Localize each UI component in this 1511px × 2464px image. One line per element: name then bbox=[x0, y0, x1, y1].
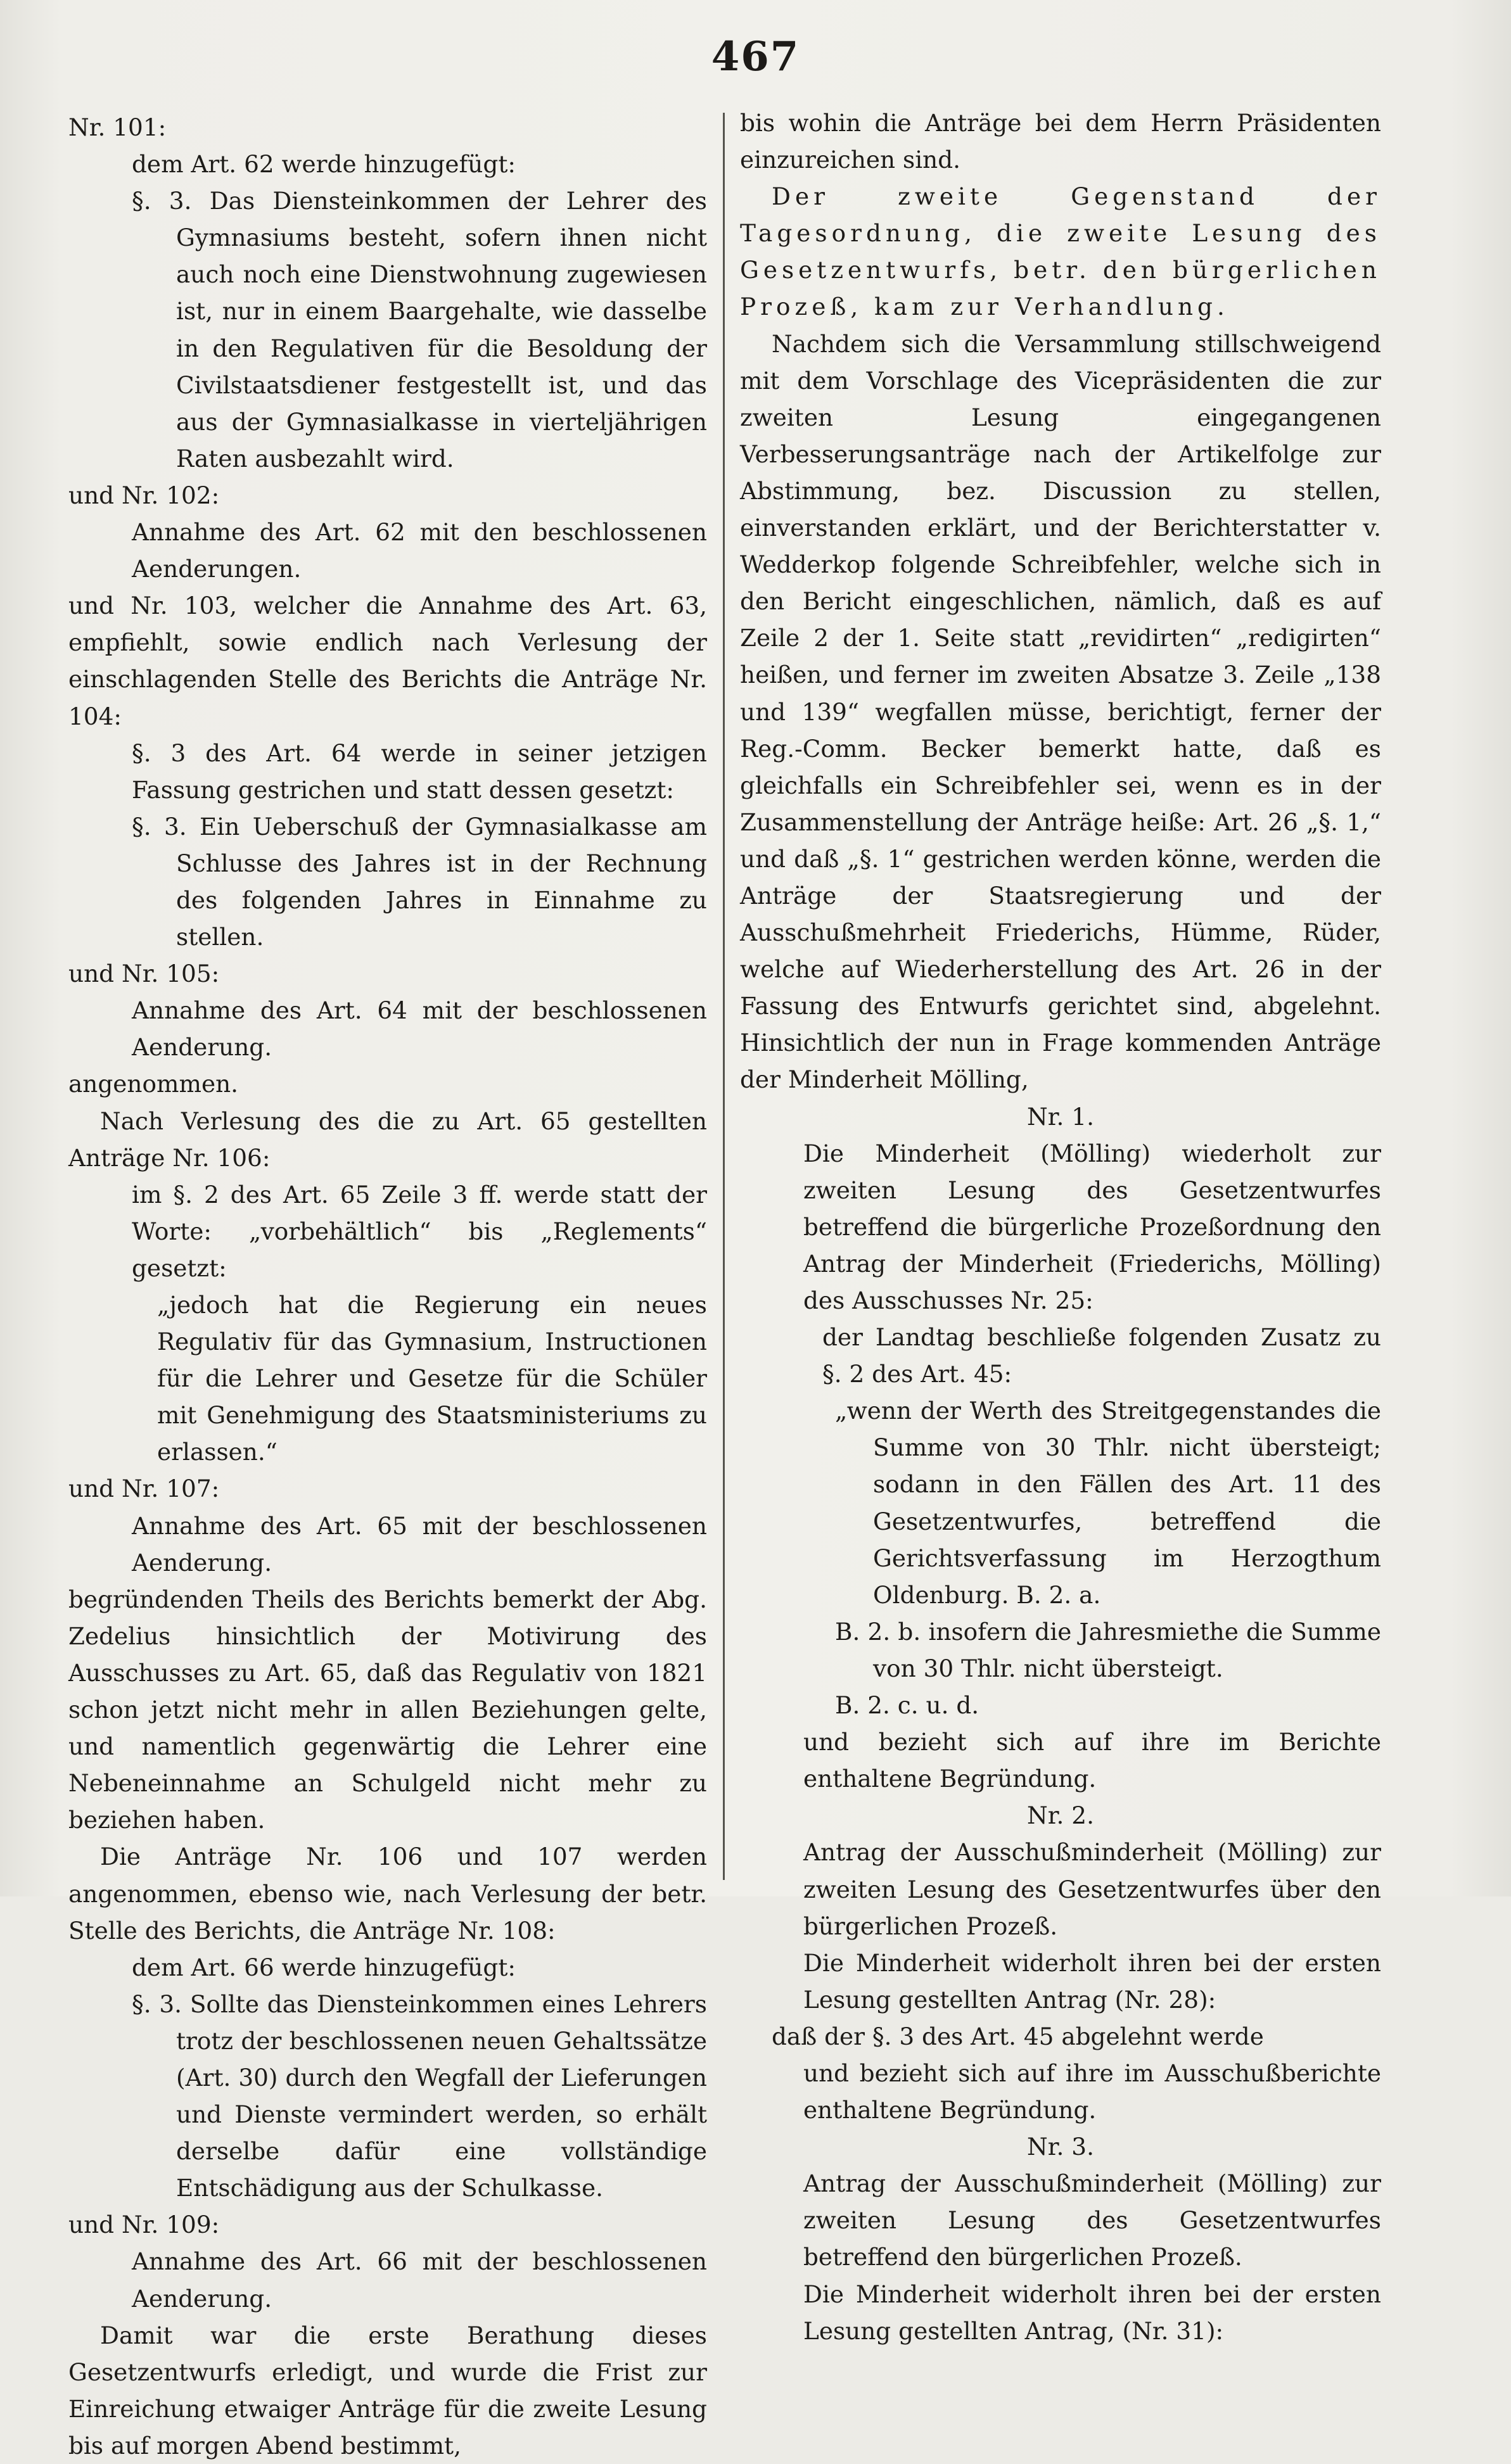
right-paragraph: und bezieht sich auf ihre im Ausschußberichte enthaltene Begründung. bbox=[803, 2059, 1381, 2124]
left-paragraph: „jedoch hat die Regierung ein neues Regulativ für das Gymnasium, Instructionen für die Lehrer und Gesetze für die Schüler mit Genehmigung des Staatsministeriums zu erlassen.“ bbox=[157, 1291, 707, 1466]
right-paragraph: Nachdem sich die Versammlung stillschweigend mit dem Vorschlage des Vicepräsidenten die zur zweiten Lesung eingegangenen Verbesserungsanträge nach der Artikelfolge zur Abstimmung, bez. Discussion zu stellen, einverstanden erklärt, und der Berichterstatter v. Wedderkop folgende Schreibfehler, welche sich in den Bericht eingeschlichen, nämlich, daß es auf Zeile 2 der 1. Seite statt „revidirten“ „redigirten“ heißen, und ferner im zweiten Absatze 3. Zeile „138 und 139“ wegfallen müsse, berichtigt, ferner der Reg.-Comm. Becker bemerkt hatte, daß es gleichfalls ein Schreibfehler sei, wenn es in der Zusammenstellung der Anträge heiße: Art. 26 „§. 1,“ und daß „§. 1“ gestrichen werden könne, werden die Anträge der Staatsregierung und der Ausschußmehrheit Friederichs, Hümme, Rüder, welche auf Wiederherstellung des Art. 26 in der Fassung des Entwurfs gerichtet sind, abgelehnt. Hinsichtlich der nun in Frage kommenden Anträge der Minderheit Mölling, bbox=[740, 329, 1381, 1094]
right-paragraph: „wenn der Werth des Streitgegenstandes die Summe von 30 Thlr. nicht übersteigt; sodann in den Fällen des Art. 11 des Gesetzentwurfes, betreffend die Gerichtsverfassung im Herzogthum Oldenburg. B. 2. a. bbox=[835, 1397, 1381, 1609]
right-paragraph: Antrag der Ausschußminderheit (Mölling) zur zweiten Lesung des Gesetzentwurfes betreffend den bürgerlichen Prozeß. bbox=[803, 2169, 1381, 2271]
left-paragraph: §. 3. Sollte das Diensteinkommen eines Lehrers trotz der beschlossenen neuen Gehaltssätze (Art. 30) durch den Wegfall der Lieferungen und Dienste vermindert werden, so erhält derselbe dafür eine vollständige Entschädigung aus der Schulkasse. bbox=[132, 1990, 707, 2202]
right-paragraph: Die Minderheit widerholt ihren bei der ersten Lesung gestellten Antrag, (Nr. 31): bbox=[803, 2280, 1381, 2345]
right-paragraph: Antrag der Ausschußminderheit (Mölling) zur zweiten Lesung des Gesetzentwurfes über den bürgerlichen Prozeß. bbox=[803, 1838, 1381, 1940]
right-paragraph: Nr. 1. bbox=[1027, 1102, 1094, 1131]
right-paragraph: Der zweite Gegenstand der Tagesordnung, die zweite Lesung des Gesetzentwurfs, betr. den bürgerlichen Prozeß, kam zur Verhandlung. bbox=[740, 182, 1381, 321]
left-paragraph: Annahme des Art. 64 mit der beschlossenen Aenderung. bbox=[132, 996, 707, 1062]
left-paragraph: Damit war die erste Berathung dieses Gesetzentwurfs erledigt, und wurde die Frist zur Einreichung etwaiger Anträge für die zweite Lesung bis auf morgen Abend bestimmt, bbox=[68, 2321, 707, 2460]
left-paragraph: begründenden Theils des Berichts bemerkt der Abg. Zedelius hinsichtlich der Motivirung des Ausschusses zu Art. 65, daß das Regulativ von 1821 schon jetzt nicht mehr in allen Beziehungen gelte, und namentlich gegenwärtig die Lehrer eine Nebeneinnahme an Schulgeld nicht mehr zu beziehen haben. bbox=[68, 1585, 707, 1834]
left-paragraph: und Nr. 105: bbox=[68, 960, 220, 988]
right-paragraph: Die Minderheit widerholt ihren bei der ersten Lesung gestellten Antrag (Nr. 28): bbox=[803, 1948, 1381, 2014]
right-column bbox=[740, 105, 1381, 2349]
right-paragraph: Nr. 3. bbox=[1027, 2133, 1094, 2161]
left-paragraph: Annahme des Art. 65 mit der beschlossenen Aenderung. bbox=[132, 1511, 707, 1577]
left-paragraph: Nr. 101: bbox=[68, 113, 167, 141]
left-paragraph: §. 3. Das Diensteinkommen der Lehrer des Gymnasiums besteht, sofern ihnen nicht auch noch eine Dienstwohnung zugewiesen ist, nur in einem Baargehalte, wie dasselbe in den Regulativen für die Besoldung der Civilstaatsdiener festgestellt ist, und das aus der Gymnasialkasse in vierteljährigen Raten ausbezahlt wird. bbox=[132, 187, 707, 473]
left-paragraph: und Nr. 107: bbox=[68, 1475, 220, 1503]
page-number: 467 bbox=[711, 33, 800, 80]
left-paragraph: im §. 2 des Art. 65 Zeile 3 ff. werde statt der Worte: „vorbehältlich“ bis „Reglements“ gesetzt: bbox=[132, 1180, 707, 1282]
column-divider bbox=[723, 113, 725, 1880]
left-paragraph: und Nr. 109: bbox=[68, 2211, 220, 2239]
left-paragraph: §. 3 des Art. 64 werde in seiner jetzigen Fassung gestrichen und statt dessen gesetzt: bbox=[132, 739, 707, 804]
left-paragraph: Nach Verlesung des die zu Art. 65 gestellten Anträge Nr. 106: bbox=[68, 1107, 707, 1172]
right-paragraph: bis wohin die Anträge bei dem Herrn Präsidenten einzureichen sind. bbox=[740, 109, 1381, 174]
left-paragraph: Die Anträge Nr. 106 und 107 werden angenommen, ebenso wie, nach Verlesung der betr. Stelle des Berichts, die Anträge Nr. 108: bbox=[68, 1843, 707, 1945]
right-paragraph: Die Minderheit (Mölling) wiederholt zur zweiten Lesung des Gesetzentwurfes betreffend die bürgerliche Prozeßordnung den Antrag der Minderheit (Friederichs, Mölling) des Ausschusses Nr. 25: bbox=[803, 1139, 1381, 1314]
left-paragraph: Annahme des Art. 62 mit den beschlossenen Aenderungen. bbox=[132, 518, 707, 583]
right-paragraph: B. 2. b. insofern die Jahresmiethe die Summe von 30 Thlr. nicht übersteigt. bbox=[835, 1617, 1381, 1682]
left-column bbox=[68, 109, 707, 2464]
left-paragraph: §. 3. Ein Ueberschuß der Gymnasialkasse am Schlusse des Jahres ist in der Rechnung des folgenden Jahres in Einnahme zu stellen. bbox=[132, 812, 707, 951]
left-paragraph: angenommen. bbox=[68, 1070, 239, 1098]
left-paragraph: Annahme des Art. 66 mit der beschlossenen Aenderung. bbox=[132, 2247, 707, 2313]
right-paragraph: der Landtag beschließe folgenden Zusatz zu §. 2 des Art. 45: bbox=[822, 1323, 1381, 1388]
left-paragraph: dem Art. 66 werde hinzugefügt: bbox=[132, 1953, 516, 1981]
right-paragraph: Nr. 2. bbox=[1027, 1801, 1094, 1830]
right-paragraph: B. 2. c. u. d. bbox=[835, 1691, 979, 1720]
left-paragraph: und Nr. 103, welcher die Annahme des Art. 63, empfiehlt, sowie endlich nach Verlesung der einschlagenden Stelle des Berichts die Anträge Nr. 104: bbox=[68, 592, 707, 730]
left-paragraph: und Nr. 102: bbox=[68, 481, 220, 509]
left-paragraph: dem Art. 62 werde hinzugefügt: bbox=[132, 150, 516, 179]
right-paragraph: und bezieht sich auf ihre im Berichte enthaltene Begründung. bbox=[803, 1728, 1381, 1793]
right-paragraph: daß der §. 3 des Art. 45 abgelehnt werde bbox=[772, 2022, 1264, 2050]
